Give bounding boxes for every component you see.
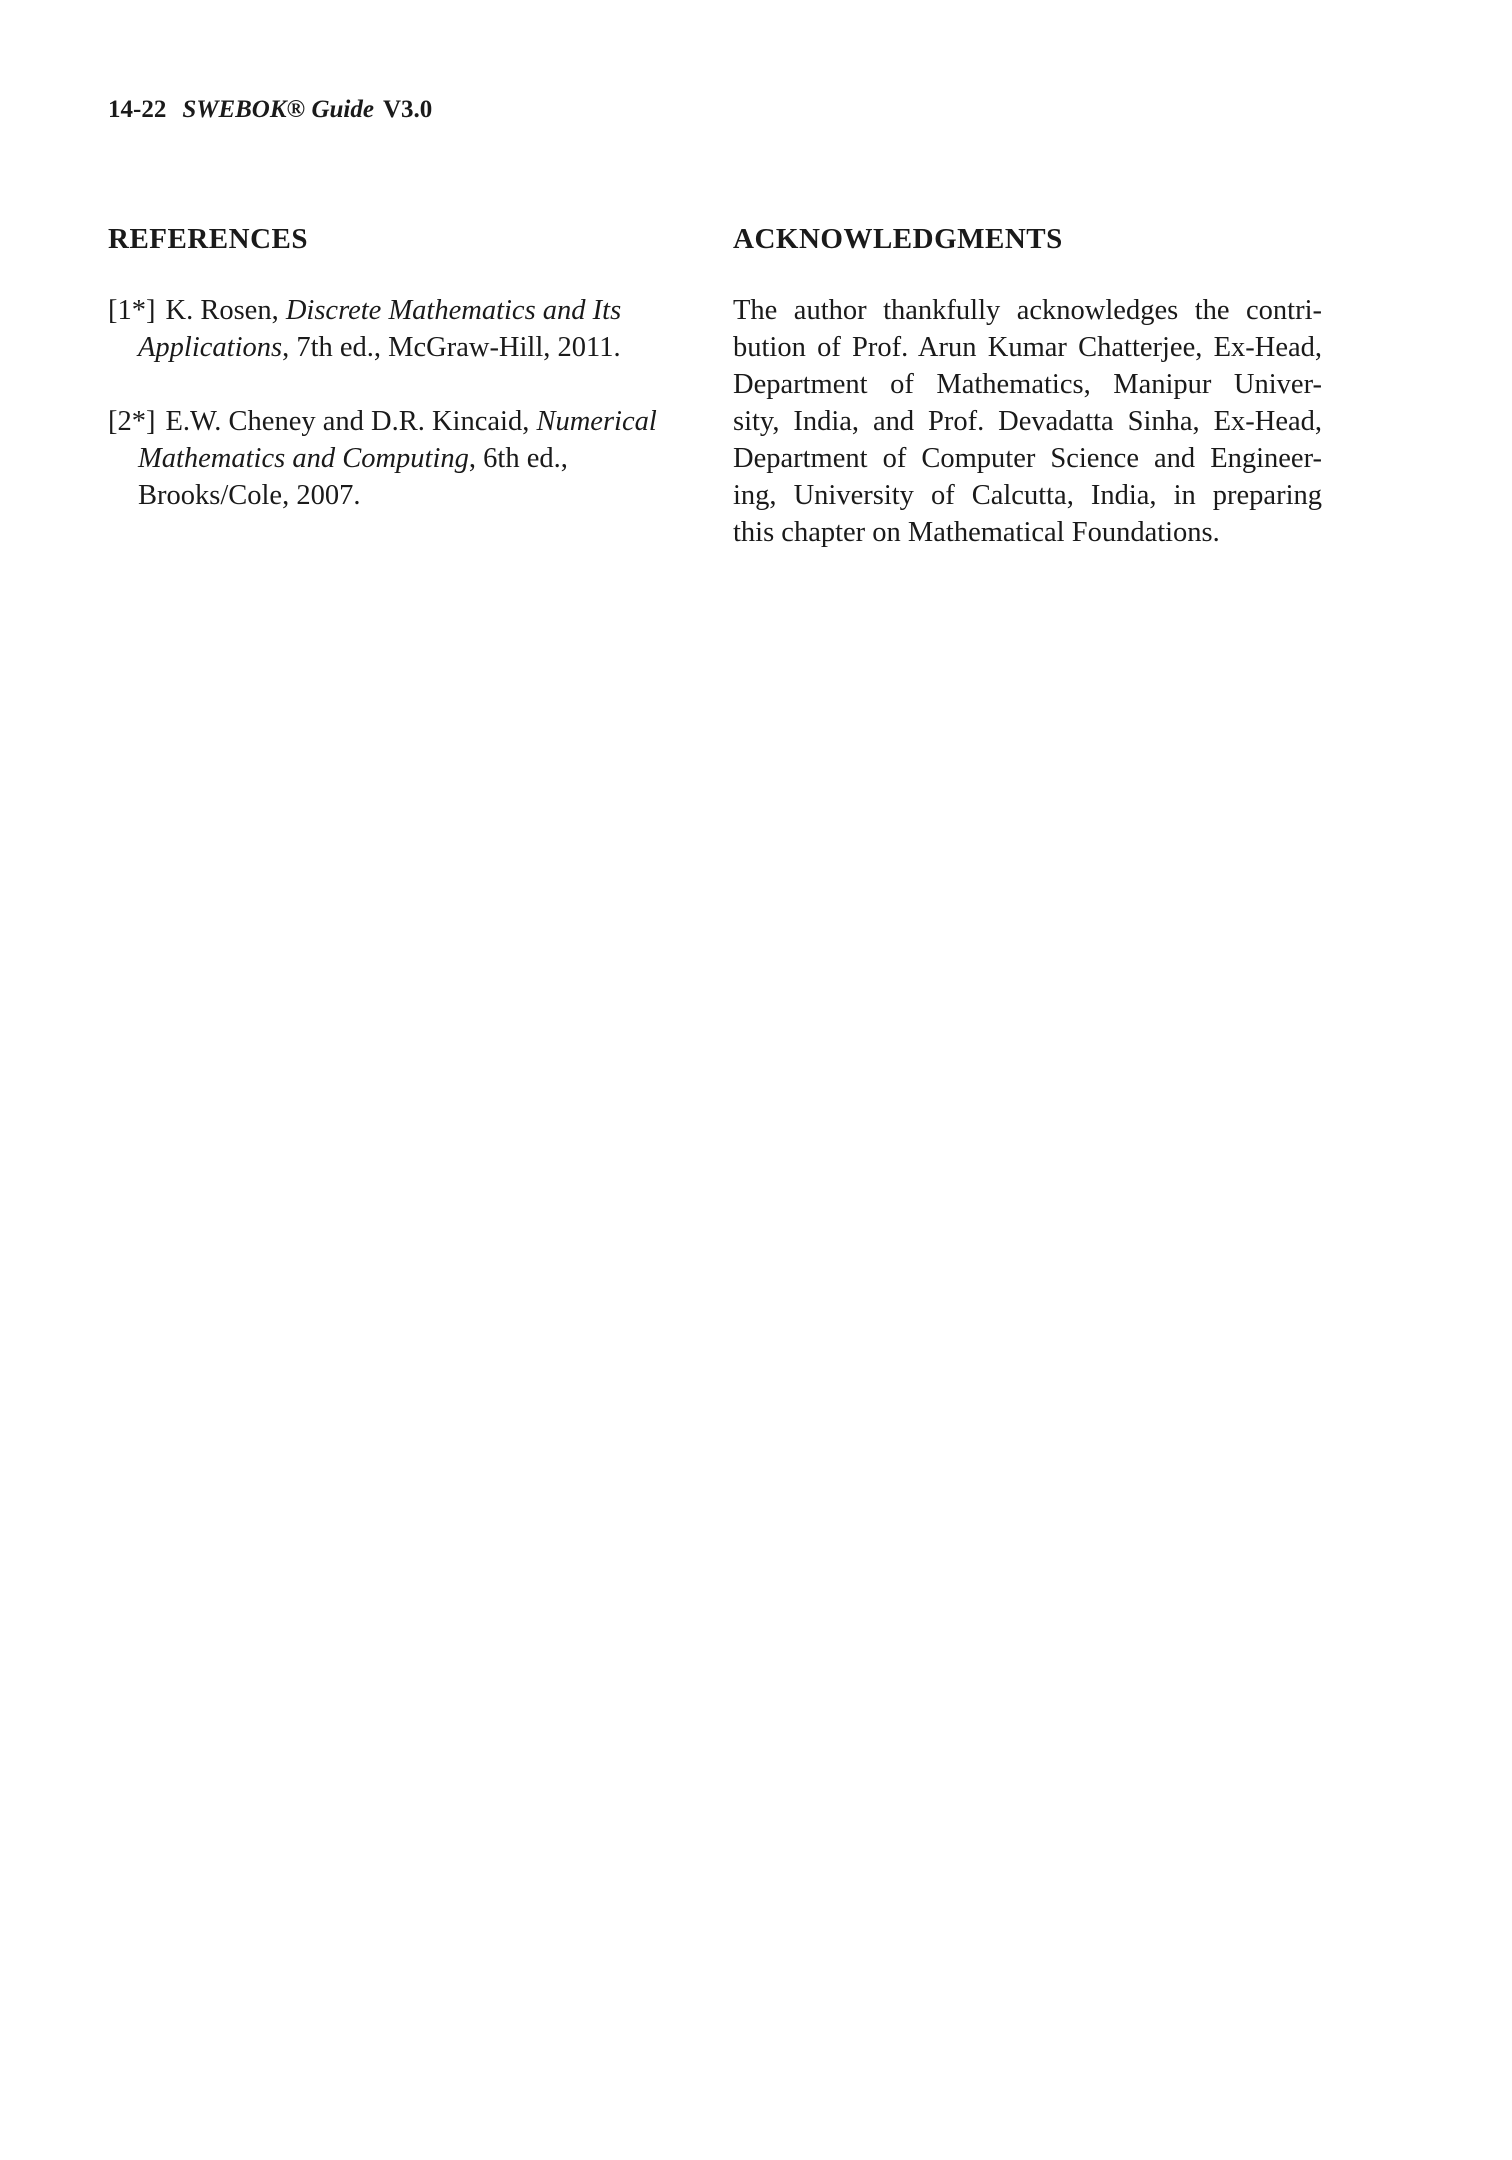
reference-line (108, 329, 700, 366)
reference-title: Numerical (536, 406, 657, 437)
reference-title: Applications (138, 332, 283, 363)
reference-text: K. Rosen, (165, 295, 286, 326)
references-heading: REFERENCES (108, 223, 308, 255)
running-head (108, 96, 432, 124)
acknowledgments-line: this chapter on Mathematical Foundations. (733, 517, 1220, 548)
version-label: V3.0 (382, 96, 433, 123)
book-title: SWEBOK® Guide (182, 96, 374, 123)
reference-title: Discrete Mathematics and Its (285, 295, 622, 326)
acknowledgments-line: bution of Prof. Arun Kumar Chatterjee, Ex-Head, (733, 332, 1322, 363)
acknowledgments-section (733, 223, 1322, 551)
acknowledgments-line: Department of Mathematics, Manipur Univer- (733, 369, 1322, 400)
acknowledgments-line: sity, India, and Prof. Devadatta Sinha, Ex-Head, (733, 406, 1322, 437)
reference-label: [2*] (108, 406, 156, 437)
page-number: 14-22 (108, 96, 167, 123)
acknowledgments-heading: ACKNOWLEDGMENTS (733, 223, 1063, 255)
reference-text: Brooks/Cole, 2007. (138, 480, 361, 511)
reference-line (108, 477, 700, 514)
references-section (108, 223, 700, 514)
references-list (108, 292, 700, 514)
reference-line (108, 440, 700, 477)
acknowledgments-line: ing, University of Calcutta, India, in preparing (733, 480, 1322, 511)
reference-line (108, 403, 700, 440)
reference-text: , 6th ed., (468, 443, 568, 474)
acknowledgments-paragraph (733, 292, 1322, 551)
reference-text: E.W. Cheney and D.R. Kincaid, (165, 406, 537, 437)
reference-title: Mathematics and Computing (138, 443, 469, 474)
reference-item (108, 292, 700, 366)
reference-line (108, 292, 700, 329)
reference-text: , 7th ed., McGraw-Hill, 2011. (282, 332, 621, 363)
reference-item (108, 403, 700, 514)
acknowledgments-line: Department of Computer Science and Engineer- (733, 443, 1322, 474)
acknowledgments-line: The author thankfully acknowledges the contri- (733, 295, 1322, 326)
reference-label: [1*] (108, 295, 156, 326)
